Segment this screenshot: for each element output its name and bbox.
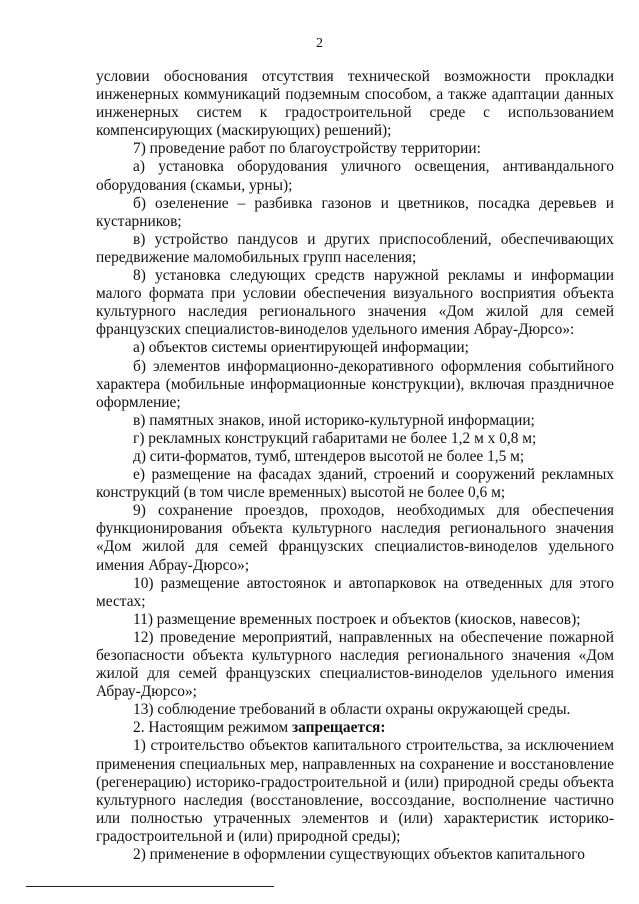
paragraph-prohibition-1: 1) строительство объектов капитального строительства, за исключением применения специальных мер, направленных на сохранение и восстановление (регенерацию) историко-градостроительной и (или) природной среды объекта культурного наследия (восстановление, воссоздание, восполнение частично или полностью утраченных элементов и (или) характеристик историко-градостроительной и (или) природной среды); — [96, 737, 614, 845]
paragraph-item-8e: е) размещение на фасадах зданий, строений и сооружений рекламных конструкций (в том числе временных) высотой не более 0,6 м; — [96, 466, 614, 502]
paragraph-item-13: 13) соблюдение требований в области охраны окружающей среды. — [133, 701, 571, 719]
paragraph-item-7b: б) озеленение – разбивка газонов и цветников, посадка деревьев и кустарников; — [96, 194, 614, 230]
paragraph-item-8g: г) рекламных конструкций габаритами не более 1,2 м х 0,8 м; — [133, 429, 537, 447]
paragraph-item-10: 10) размещение автостоянок и автопарковок на отведенных для этого местах; — [96, 574, 614, 610]
paragraph-item-7: 7) проведение работ по благоустройству территории: — [133, 140, 481, 158]
page-number: 2 — [316, 36, 323, 51]
paragraph-item-7a: а) установка оборудования уличного освещения, антивандального оборудования (скамьи, урны); — [96, 158, 614, 194]
paragraph-item-8v: в) памятных знаков, иной историко-культурной информации; — [133, 411, 535, 429]
paragraph-item-8a: а) объектов системы ориентирующей информации; — [133, 339, 469, 357]
paragraph-item-9: 9) сохранение проездов, проходов, необходимых для обеспечения функционирования объекта культурного наследия регионального значения «Дом жилой для семей французских специалистов-виноделов удельного имения Абрау-Дюрсо»; — [96, 502, 614, 574]
paragraph-continuation: условии обоснования отсутствия технической возможности прокладки инженерных коммуникаций подземным способом, а также адаптации данных инженерных систем к градостроительной среде с использованием компенсирующих (маскирующих) решений); — [96, 68, 614, 140]
paragraph-item-8d: д) сити-форматов, тумб, штендеров высотой не более 1,5 м; — [133, 447, 525, 465]
paragraph-prohibition-2: 2) применение в оформлении существующих объектов капитального — [133, 846, 585, 864]
footer-divider — [26, 886, 274, 887]
paragraph-item-7v: в) устройство пандусов и других приспособлений, обеспечивающих передвижение маломобильных групп населения; — [96, 230, 614, 266]
paragraph-item-11: 11) размещение временных построек и объектов (киосков, навесов); — [133, 610, 581, 628]
paragraph-item-8b: б) элементов информационно-декоративного оформления событийного характера (мобильные информационные конструкции), включая праздничное оформление; — [96, 357, 614, 411]
paragraph-item-8: 8) установка следующих средств наружной рекламы и информации малого формата при условии обеспечения визуального восприятия объекта культурного наследия регионального значения «Дом жилой для семей французских специалистов-виноделов удельного имения Абрау-Дюрсо»: — [96, 267, 614, 339]
section-2-lead: 2. Настоящим режимом — [133, 719, 292, 737]
paragraph-section-2 — [96, 719, 614, 737]
paragraph-item-12: 12) проведение мероприятий, направленных на обеспечение пожарной безопасности объекта культурного наследия регионального значения «Дом жилой для семей французских специалистов-виноделов удельного имения Абрау-Дюрсо»; — [96, 628, 614, 701]
prohibited-keyword: запрещается: — [291, 719, 386, 737]
document-body — [96, 68, 614, 864]
